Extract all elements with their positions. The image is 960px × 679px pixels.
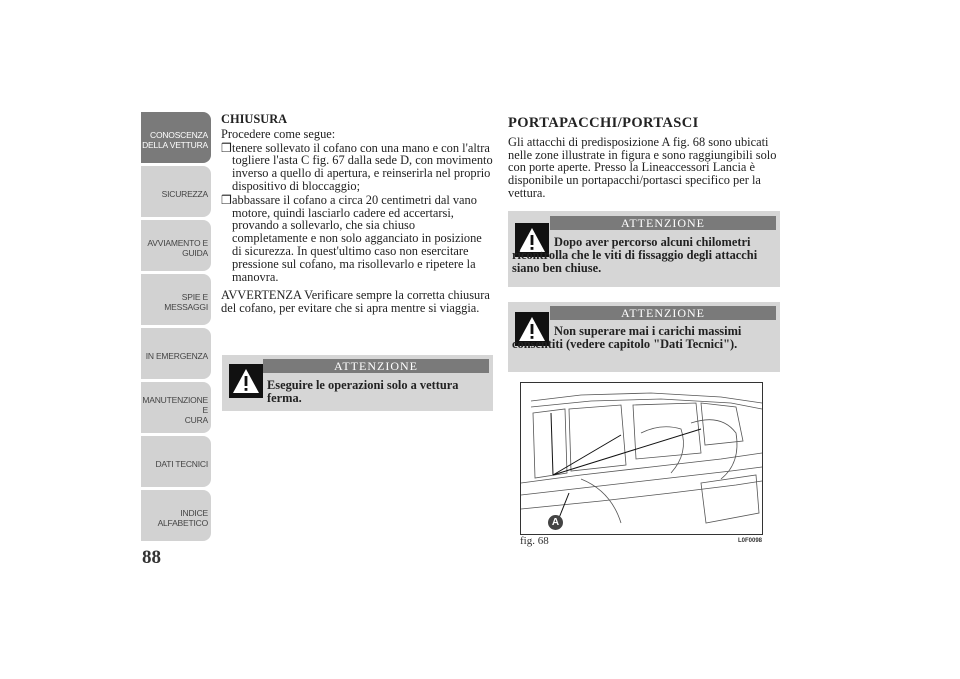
figure-code: L0F0098 — [738, 538, 763, 544]
figure-caption: fig. 68 — [520, 535, 549, 547]
checkbox-bullet-icon: ❒ — [221, 192, 232, 207]
warning-title: ATTENZIONE — [550, 216, 776, 230]
tab-label: MANUTENZIONE E CURA — [142, 394, 208, 425]
figure-car-roof-attachments — [520, 382, 763, 535]
tab-spie[interactable] — [141, 274, 211, 325]
tab-label: AVVIAMENTO E GUIDA — [147, 237, 208, 258]
warning-text: Dopo aver percorso alcuni chilometri ricontrolla che le viti di fissaggio degli attacchi siano ben chiuse. — [512, 235, 758, 275]
checkbox-bullet-icon: ❒ — [221, 140, 232, 155]
tab-label: DATI TECNICI — [155, 458, 208, 469]
bullet-item — [221, 142, 493, 193]
tab-manutenzione[interactable] — [141, 382, 211, 433]
left-column — [221, 113, 493, 315]
tab-label: CONOSCENZA DELLA VETTURA — [142, 129, 208, 150]
tab-conoscenza[interactable] — [141, 112, 211, 163]
intro-text: Procedere come segue: — [221, 126, 336, 141]
tab-label: SICUREZZA — [161, 188, 208, 199]
bullet-text: abbassare il cofano a circa 20 centimetri dal vano motore, quindi lasciarlo cadere ed accertarsi, provando a sollevarlo, che sia chiuso completamente e non solo agganciato in posizione di sicurezza. In quest'ultimo caso non esercitare pressione sul cofano, ma risollevarlo e ripetere la manovra. — [232, 192, 482, 284]
tab-label: INDICE ALFABETICO — [157, 507, 208, 528]
page-number: 88 — [142, 547, 161, 568]
tab-avviamento[interactable] — [141, 220, 211, 271]
tab-dati-tecnici[interactable] — [141, 436, 211, 487]
warning-box-2 — [508, 302, 780, 372]
warning-box-1 — [508, 211, 780, 287]
warning-triangle-icon — [229, 364, 263, 398]
section-heading: CHIUSURA — [221, 112, 288, 126]
warning-title: ATTENZIONE — [263, 359, 489, 373]
warning-text: Non superare mai i carichi massimi consentiti (vedere capitolo "Dati Tecnici"). — [512, 324, 742, 351]
warning-box — [222, 355, 493, 411]
tab-sicurezza[interactable] — [141, 166, 211, 217]
car-interior-illustration — [521, 383, 762, 534]
tab-emergenza[interactable] — [141, 328, 211, 379]
bullet-item — [221, 194, 493, 284]
note-text: AVVERTENZA Verificare sempre la corretta chiusura del cofano, per evitare che si apra mentre si viaggia. — [221, 288, 490, 316]
marker-a-label: A — [548, 515, 563, 530]
warning-text: Eseguire le operazioni solo a vettura ferma. — [267, 378, 459, 405]
tab-indice[interactable] — [141, 490, 211, 541]
bullet-text: tenere sollevato il cofano con una mano e con l'altra togliere l'asta C fig. 67 dalla sede D, con movimento inverso a quello di apertura, e reinserirla nel proprio dispositivo di bloccaggio; — [232, 140, 493, 193]
body-text: Gli attacchi di predisposizione A fig. 68 sono ubicati nelle zone illustrate in figura e sono raggiungibili solo con porte aperte. Presso la Lineaccessori Lancia è disponibile un portapacchi/portasci specifico per la vettura. — [508, 134, 777, 200]
right-column — [508, 117, 780, 200]
section-heading: PORTAPACCHI/PORTASCI — [508, 115, 699, 131]
tab-label: SPIE E MESSAGGI — [164, 291, 208, 312]
tab-label: IN EMERGENZA — [145, 350, 208, 361]
warning-title: ATTENZIONE — [550, 306, 776, 320]
